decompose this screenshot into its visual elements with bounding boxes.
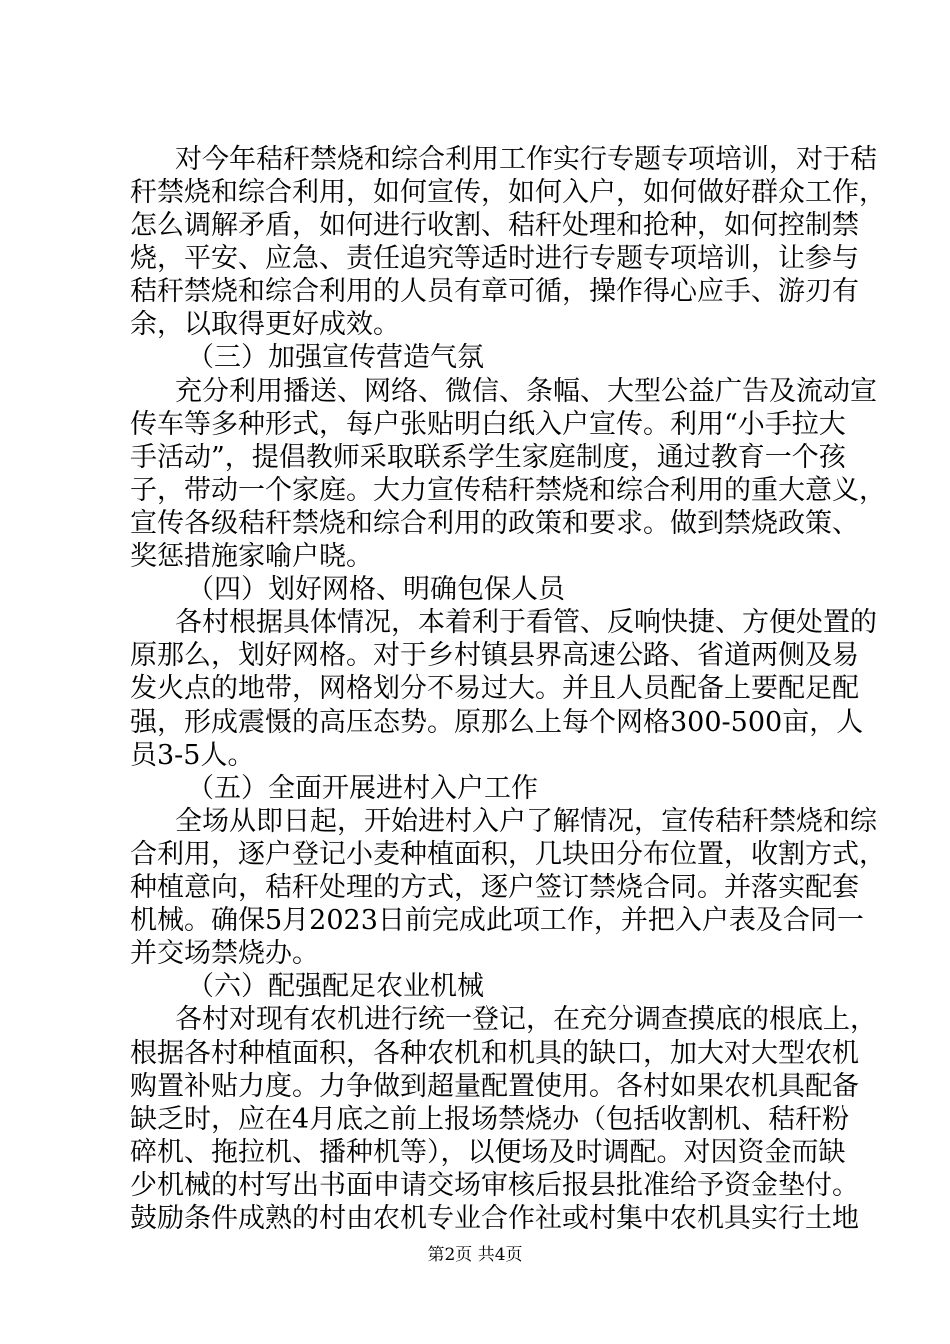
section-heading: （六）配强配足农业机械 [187,971,484,1002]
paragraph-line: 宣传各级秸秆禁烧和综合利用的政策和要求。做到禁烧政策、 [130,508,859,539]
paragraph-line: 奖惩措施家喻户晓。 [130,541,373,572]
paragraph-line: 购置补贴力度。力争做到超量配置使用。各村如果农机具配备 [130,1071,859,1102]
paragraph-line: 员3-5人。 [130,740,255,771]
paragraph-line: 鼓励条件成熟的村由农机专业合作社或村集中农机具实行土地 [130,1203,859,1234]
paragraph-line: 烧，平安、应急、责任追究等适时进行专题专项培训，让参与 [130,243,859,274]
paragraph-line: 各村根据具体情况，本着利于看管、反响快捷、方便处置的 [175,607,877,638]
paragraph-line: 少机械的村写出书面申请交场审核后报县批准给予资金垫付。 [130,1170,859,1201]
paragraph-line: 原那么，划好网格。对于乡村镇县界高速公路、省道两侧及易 [130,640,859,671]
paragraph-line: 秸秆禁烧和综合利用的人员有章可循，操作得心应手、游刃有 [130,276,859,307]
paragraph-line: 并交场禁烧办。 [130,938,319,969]
paragraph-line: 种植意向，秸秆处理的方式，逐户签订禁烧合同。并落实配套 [130,872,859,903]
page-number-footer: 第2页 共4页 [427,1245,523,1265]
paragraph-line: 充分利用播送、网络、微信、条幅、大型公益广告及流动宣 [175,376,877,407]
paragraph-line: 怎么调解矛盾，如何进行收割、秸秆处理和抢种，如何控制禁 [130,210,859,241]
paragraph-line: 缺乏时，应在4月底之前上报场禁烧办（包括收割机、秸秆粉 [130,1104,850,1135]
paragraph-line: 各村对现有农机进行统一登记，在充分调查摸底的根底上， [175,1004,877,1035]
section-heading: （四）划好网格、明确包保人员 [187,574,565,605]
paragraph-line: 子，带动一个家庭。大力宣传秸秆禁烧和综合利用的重大意义， [130,475,886,506]
paragraph-line: 发火点的地带，网格划分不易过大。并且人员配备上要配足配 [130,673,859,704]
paragraph-line: 机械。确保5月2023日前完成此项工作，并把入户表及合同一 [130,905,864,936]
paragraph-line: 碎机、拖拉机、播种机等），以便场及时调配。对因资金而缺 [130,1137,846,1168]
section-heading: （五）全面开展进村入户工作 [187,773,538,804]
paragraph-line: 传车等多种形式，每户张贴明白纸入户宣传。利用“小手拉大 [130,409,846,440]
paragraph-line: 根据各村种植面积，各种农机和机具的缺口，加大对大型农机 [130,1038,859,1069]
paragraph-line: 合利用，逐户登记小麦种植面积，几块田分布位置，收割方式， [130,839,886,870]
paragraph-line: 余，以取得更好成效。 [130,309,400,340]
paragraph-line: 全场从即日起，开始进村入户了解情况，宣传秸秆禁烧和综 [175,806,877,837]
paragraph-line: 秆禁烧和综合利用，如何宣传，如何入户，如何做好群众工作， [130,177,886,208]
paragraph-line: 手活动”，提倡教师采取联系学生家庭制度，通过教育一个孩 [130,442,846,473]
paragraph-line: 强，形成震慑的高压态势。原那么上每个网格300-500亩，人 [130,707,864,738]
paragraph-line: 对今年秸秆禁烧和综合利用工作实行专题专项培训，对于秸 [175,144,877,175]
section-heading: （三）加强宣传营造气氛 [187,342,484,373]
